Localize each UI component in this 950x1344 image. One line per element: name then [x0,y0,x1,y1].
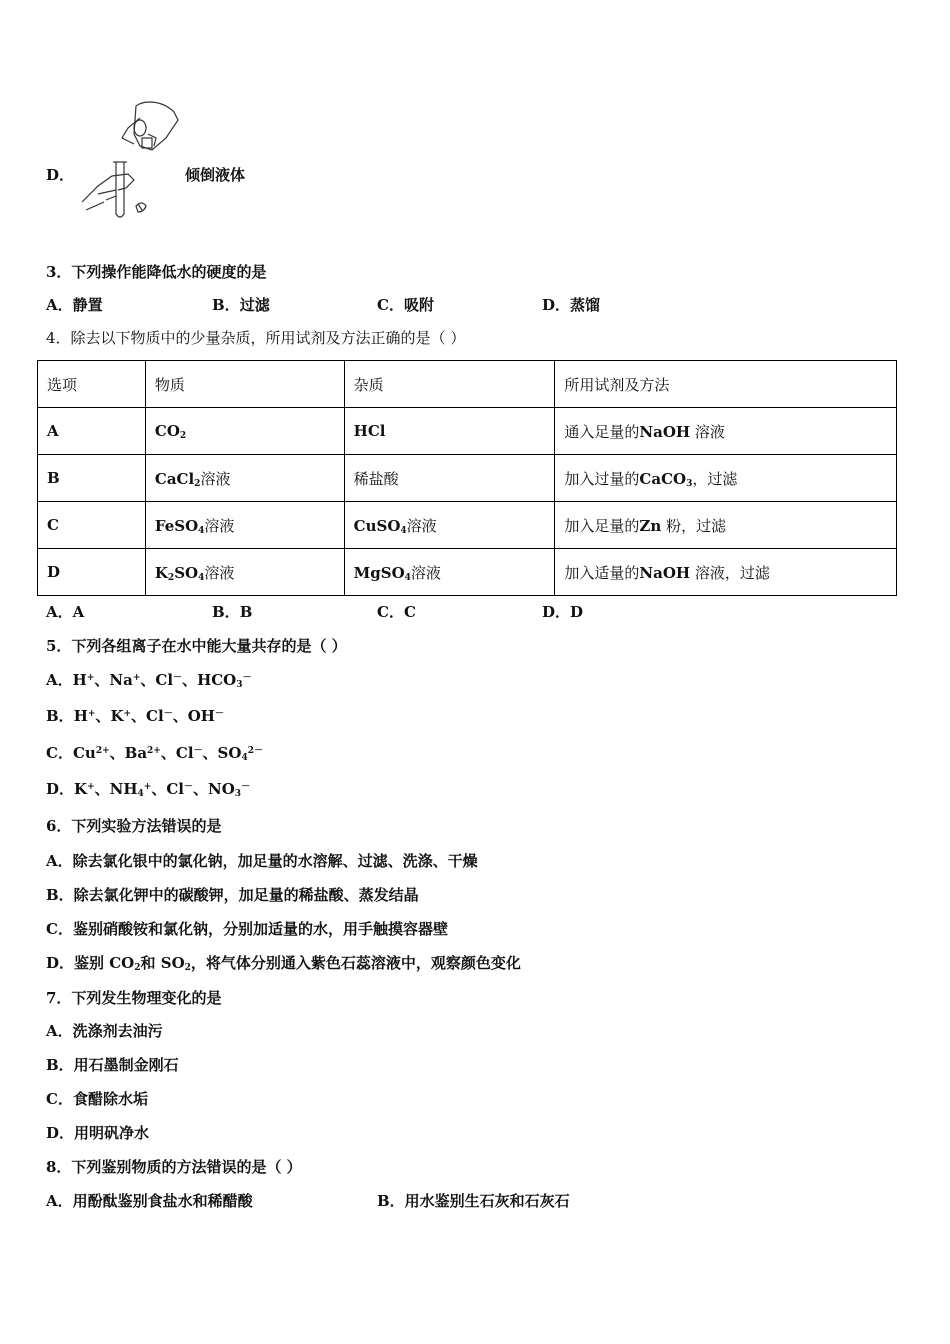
q3-option-c: C．吸附 [377,296,434,314]
q6-option-a: A．除去氯化银中的氯化钠，加足量的水溶解、过滤、洗涤、干燥 [46,852,478,870]
row-substance: FeSO$_4$溶液 [145,502,344,549]
row-method: 加入足量的Zn 粉，过滤 [555,502,897,549]
q4-answer-d: D．D [542,603,584,621]
q6-option-c: C．鉴别硝酸铵和氯化钠，分别加适量的水，用手触摸容器壁 [46,920,448,938]
row-impurity: MgSO$_4$溶液 [344,549,555,596]
q7-stem: 7．下列发生物理变化的是 [46,989,222,1007]
q4-stem: 4．除去以下物质中的少量杂质，所用试剂及方法正确的是（ ） [46,329,466,347]
q2-option-d-label: D． [46,166,75,184]
q7-option-a: A．洗涤剂去油污 [46,1022,163,1040]
q4-answer-c: C．C [377,603,416,621]
table-row [38,455,897,502]
q8-option-b: B．用水鉴别生石灰和石灰石 [377,1192,570,1210]
row-method: 加入过量的CaCO$_3$，过滤 [555,455,897,502]
q4-answer-b: B．B [212,603,253,621]
q5-stem: 5．下列各组离子在水中能大量共存的是（ ） [46,637,347,655]
q6-option-b: B．除去氯化钾中的碳酸钾，加足量的稀盐酸、蒸发结晶 [46,886,419,904]
q4-table [37,360,897,596]
row-option: C [38,502,146,549]
row-option: B [38,455,146,502]
q4-answer-a: A．A [46,603,85,621]
row-option: A [38,408,146,455]
table-row [38,408,897,455]
row-impurity: HCl [344,408,555,455]
row-substance: CaCl$_2$溶液 [145,455,344,502]
row-impurity: CuSO$_4$溶液 [344,502,555,549]
q3-option-d: D．蒸馏 [542,296,601,314]
row-substance: $K_2SO_4$溶液 [145,549,344,596]
row-method: 加入适量的NaOH 溶液，过滤 [555,549,897,596]
header-option: 选项 [38,361,146,408]
q3-option-a: A．静置 [46,296,103,314]
q7-option-c: C．食醋除水垢 [46,1090,148,1108]
header-impurity: 杂质 [344,361,555,408]
row-option: D [38,549,146,596]
q3-option-b: B．过滤 [212,296,270,314]
q5-option-a: A．H+、Na+、Cl－、$HCO_3^-$ [46,671,252,690]
pouring-liquid-figure [78,98,182,222]
header-method: 所用试剂及方法 [555,361,897,408]
q3-stem: 3．下列操作能降低水的硬度的是 [46,263,267,281]
q6-option-d: D．鉴别 $CO_2$和 $SO_2$，将气体分别通入紫色石蕊溶液中，观察颜色变化 [46,954,521,973]
q5-option-b: B．H+、K+、Cl－、OH－ [46,707,224,725]
q8-option-a: A．用酚酞鉴别食盐水和稀醋酸 [46,1192,253,1210]
q2-option-d-caption: 倾倒液体 [185,166,246,184]
q8-stem: 8．下列鉴别物质的方法错误的是（ ） [46,1158,302,1176]
header-substance: 物质 [145,361,344,408]
q7-option-b: B．用石墨制金刚石 [46,1056,179,1074]
table-row [38,549,897,596]
q5-option-c: C．$Cu^{2+}$、$Ba^{2+}$、Cl－、$SO_4^{2-}$ [46,744,263,763]
table-row [38,502,897,549]
table-header-row [38,361,897,408]
row-substance: $CO_2$ [145,408,344,455]
row-method: 通入足量的NaOH 溶液 [555,408,897,455]
q5-option-d: D．K+、$NH_4^+$、Cl－、$NO_3^-$ [46,780,251,799]
q6-stem: 6．下列实验方法错误的是 [46,817,222,835]
row-impurity: 稀盐酸 [344,455,555,502]
q7-option-d: D．用明矾净水 [46,1124,150,1142]
